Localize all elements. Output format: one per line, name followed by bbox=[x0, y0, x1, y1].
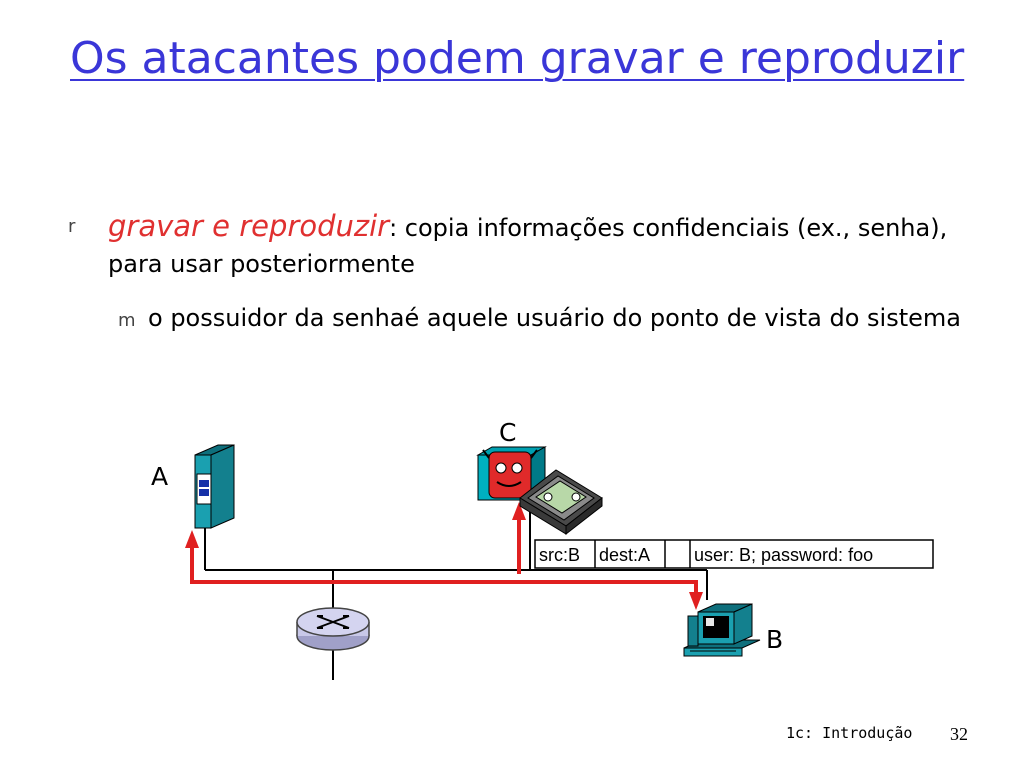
node-label-a: A bbox=[151, 462, 169, 491]
arrow-to-a bbox=[185, 530, 199, 548]
slide-title: Os atacantes podem gravar e reproduzir bbox=[70, 33, 965, 84]
network-links bbox=[205, 512, 707, 680]
attacker-computer-icon bbox=[478, 447, 602, 534]
arrow-to-b bbox=[689, 592, 703, 610]
packet bbox=[535, 540, 933, 568]
router-icon bbox=[297, 608, 369, 650]
page-number: 32 bbox=[950, 724, 968, 744]
packet-payload: user: B; password: foo bbox=[694, 545, 874, 565]
node-label-b: B bbox=[766, 625, 784, 654]
footer-section: 1c: Introdução bbox=[786, 724, 913, 742]
packet-src: src:B bbox=[539, 545, 581, 565]
bullet-1-text: : copia informações confidenciais (ex., senha), para usar posteriormente bbox=[108, 214, 948, 278]
workstation-icon bbox=[684, 604, 760, 656]
bullet-marker: r bbox=[68, 216, 76, 237]
sub-bullet-marker: m bbox=[118, 310, 136, 331]
server-icon bbox=[195, 445, 234, 528]
bullet-1-emphasis: gravar e reproduzir bbox=[108, 209, 390, 243]
bullet-2: o possuidor da senhaé aquele usuário do ponto de vista do sistema bbox=[148, 304, 961, 332]
node-label-c: C bbox=[499, 418, 517, 447]
packet-dest: dest:A bbox=[599, 545, 651, 565]
